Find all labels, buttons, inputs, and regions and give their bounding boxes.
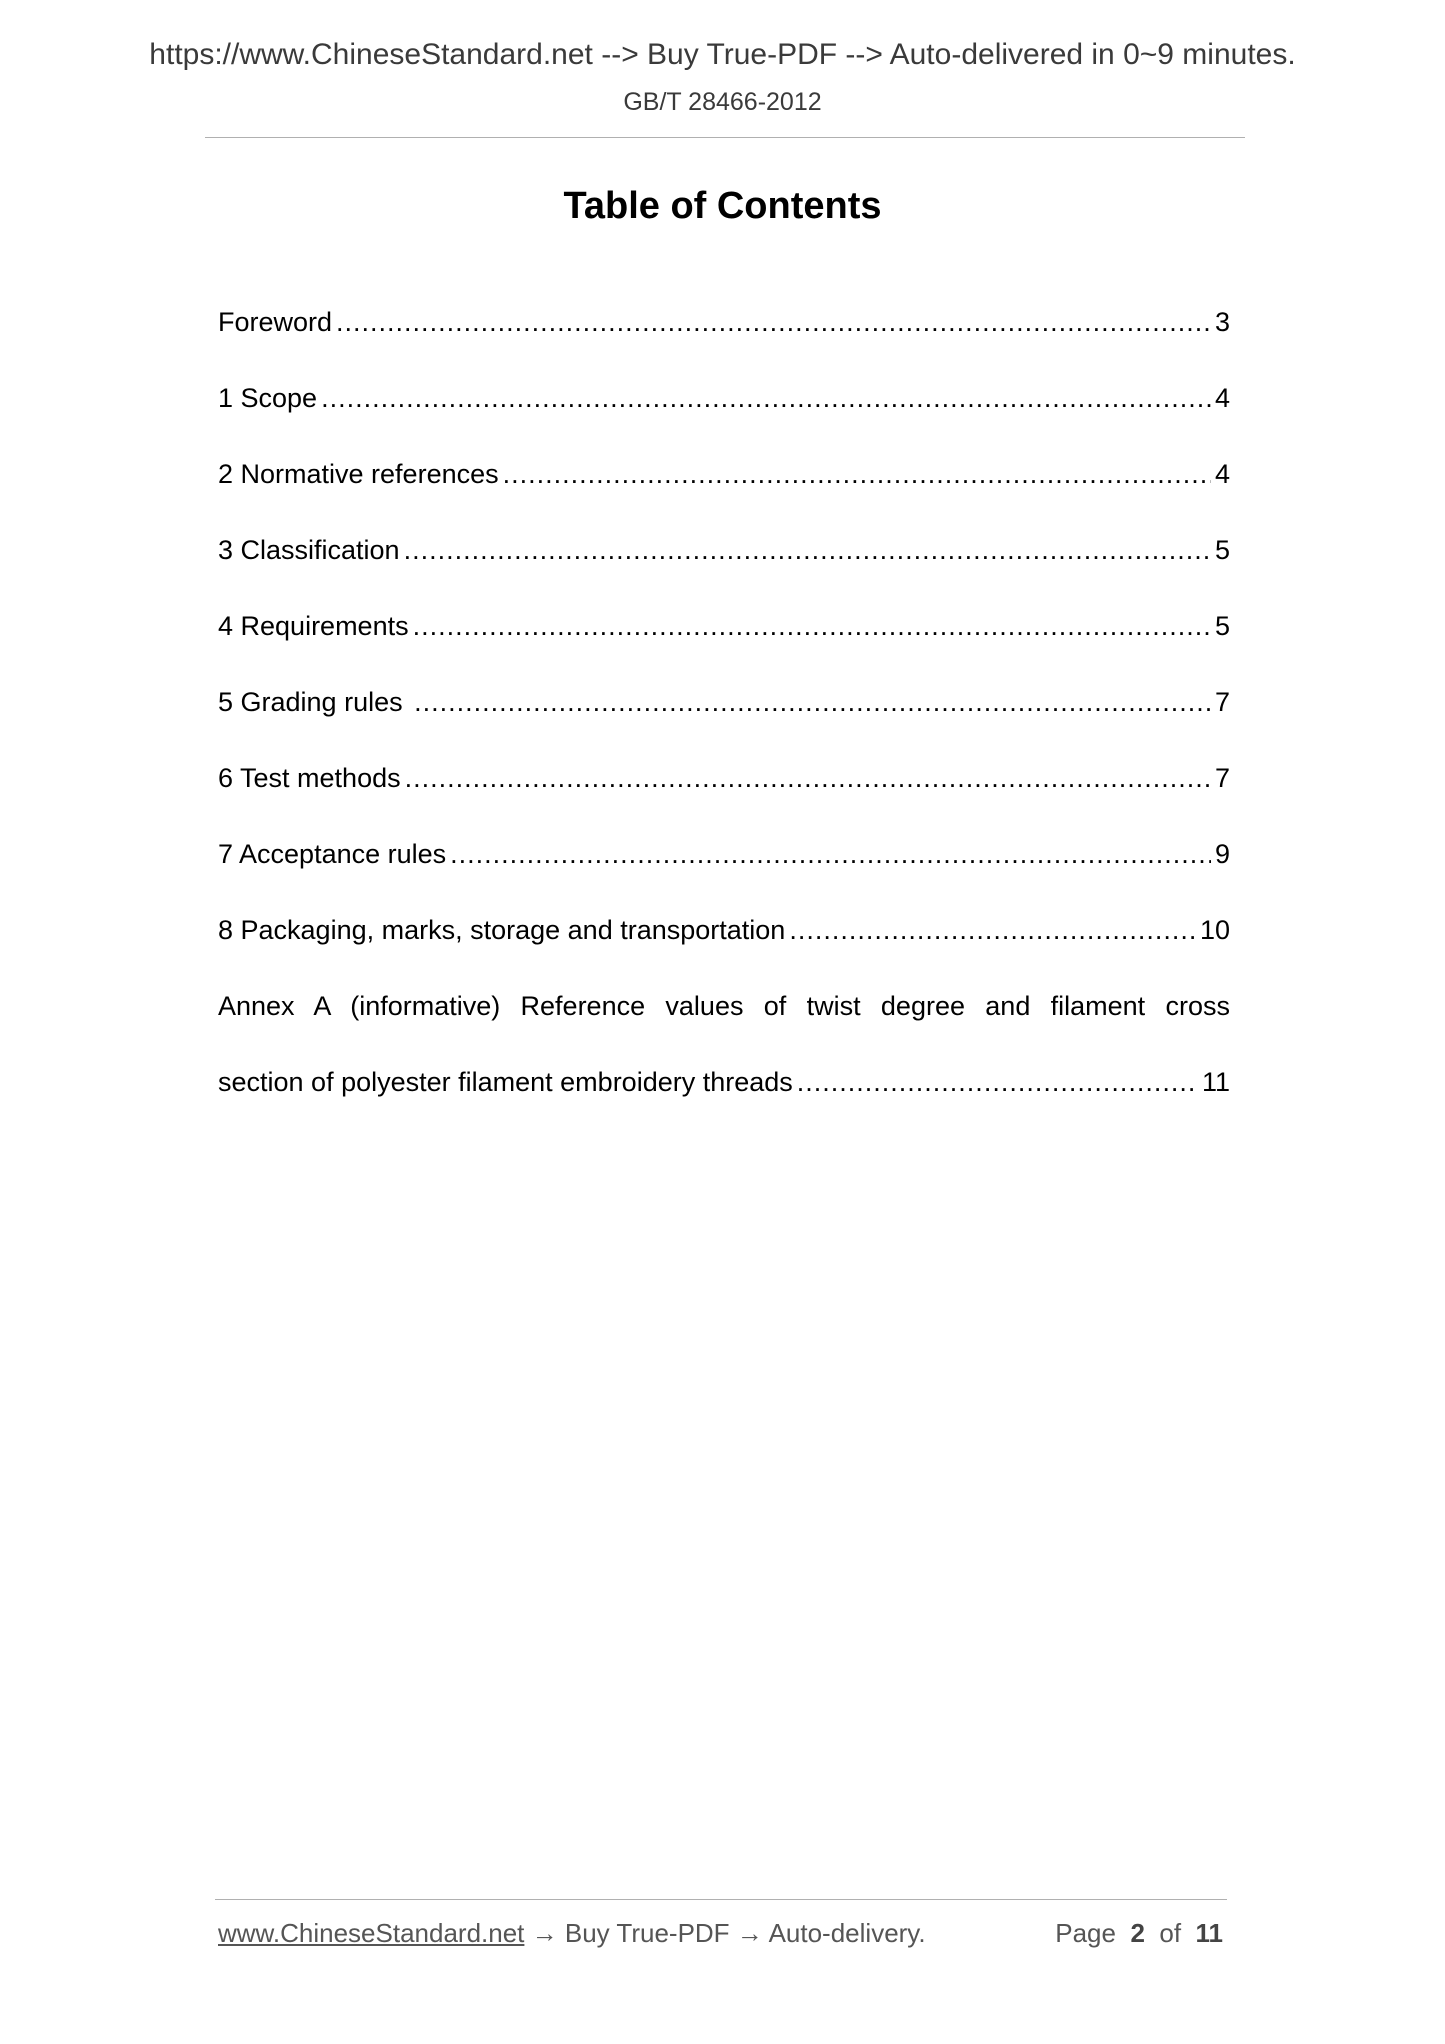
toc-entry-label: 5 Grading rules: [218, 687, 411, 717]
page-word: Page: [1055, 1918, 1116, 1948]
toc-entry-grading-rules[interactable]: [218, 682, 1230, 758]
toc-leader-dots: [404, 530, 1211, 570]
footer-delivery-text: → Buy True-PDF → Auto-delivery.: [524, 1918, 926, 1948]
toc-entry-page: 7: [1214, 763, 1230, 793]
toc-entry-label: 8 Packaging, marks, storage and transportation: [218, 915, 786, 945]
toc-entry-page: 9: [1214, 839, 1230, 869]
toc-entry-label: 3 Classification: [218, 535, 400, 565]
toc-entry-page: 4: [1214, 383, 1230, 413]
toc-entry-page: 5: [1214, 535, 1230, 565]
footer-source: [218, 1918, 926, 1949]
toc-entry-page: 3: [1214, 307, 1230, 337]
header-divider: [205, 137, 1245, 138]
page-number: [1055, 1918, 1223, 1949]
toc-entry-page: 10: [1199, 915, 1230, 945]
toc-entry-label: section of polyester filament embroidery threads: [218, 1067, 793, 1097]
toc-entry-label: 6 Test methods: [218, 763, 401, 793]
page-total: 11: [1195, 1918, 1223, 1948]
toc-entry-acceptance-rules[interactable]: [218, 834, 1230, 910]
toc-leader-dots: [413, 606, 1211, 646]
toc-entry-label: 2 Normative references: [218, 459, 499, 489]
toc-entry-classification[interactable]: [218, 530, 1230, 606]
page-of: of: [1159, 1918, 1182, 1948]
toc-title: Table of Contents: [563, 185, 882, 227]
toc-leader-dots: [797, 1062, 1198, 1102]
toc-entry-packaging[interactable]: [218, 910, 1230, 986]
toc-entry-label: 7 Acceptance rules: [218, 839, 447, 869]
toc-leader-dots: [450, 834, 1211, 874]
table-of-contents: [218, 302, 1230, 1138]
toc-leader-dots: [503, 454, 1211, 494]
toc-entry-normative-references[interactable]: [218, 454, 1230, 530]
footer-divider: [215, 1899, 1227, 1900]
toc-leader-dots: [414, 682, 1211, 722]
toc-entry-page: 11: [1201, 1067, 1230, 1097]
toc-entry-label: Foreword: [218, 307, 333, 337]
toc-entry-page: 7: [1214, 687, 1230, 717]
toc-entry-label: 4 Requirements: [218, 611, 409, 641]
toc-entry-page: 5: [1214, 611, 1230, 641]
toc-leader-dots: [789, 910, 1196, 950]
toc-entry-test-methods[interactable]: [218, 758, 1230, 834]
toc-entry-page: 4: [1214, 459, 1230, 489]
toc-entry-label: Annex A (informative) Reference values of twist degree and filament cross: [218, 991, 1230, 1021]
toc-entry-annex-a-line2[interactable]: [218, 1062, 1230, 1138]
toc-entry-label: 1 Scope: [218, 383, 318, 413]
page-current: 2: [1130, 1918, 1145, 1948]
toc-entry-requirements[interactable]: [218, 606, 1230, 682]
footer-site-link[interactable]: www.ChineseStandard.net: [218, 1918, 525, 1948]
toc-entry-scope[interactable]: [218, 378, 1230, 454]
toc-leader-dots: [336, 302, 1211, 342]
source-banner: https://www.ChineseStandard.net --> Buy True-PDF --> Auto-delivered in 0~9 minutes.: [149, 38, 1296, 71]
toc-leader-dots: [321, 378, 1211, 418]
toc-entry-foreword[interactable]: [218, 302, 1230, 378]
toc-entry-annex-a-line1[interactable]: [218, 986, 1230, 1062]
toc-leader-dots: [405, 758, 1211, 798]
document-code: GB/T 28466-2012: [623, 88, 822, 116]
